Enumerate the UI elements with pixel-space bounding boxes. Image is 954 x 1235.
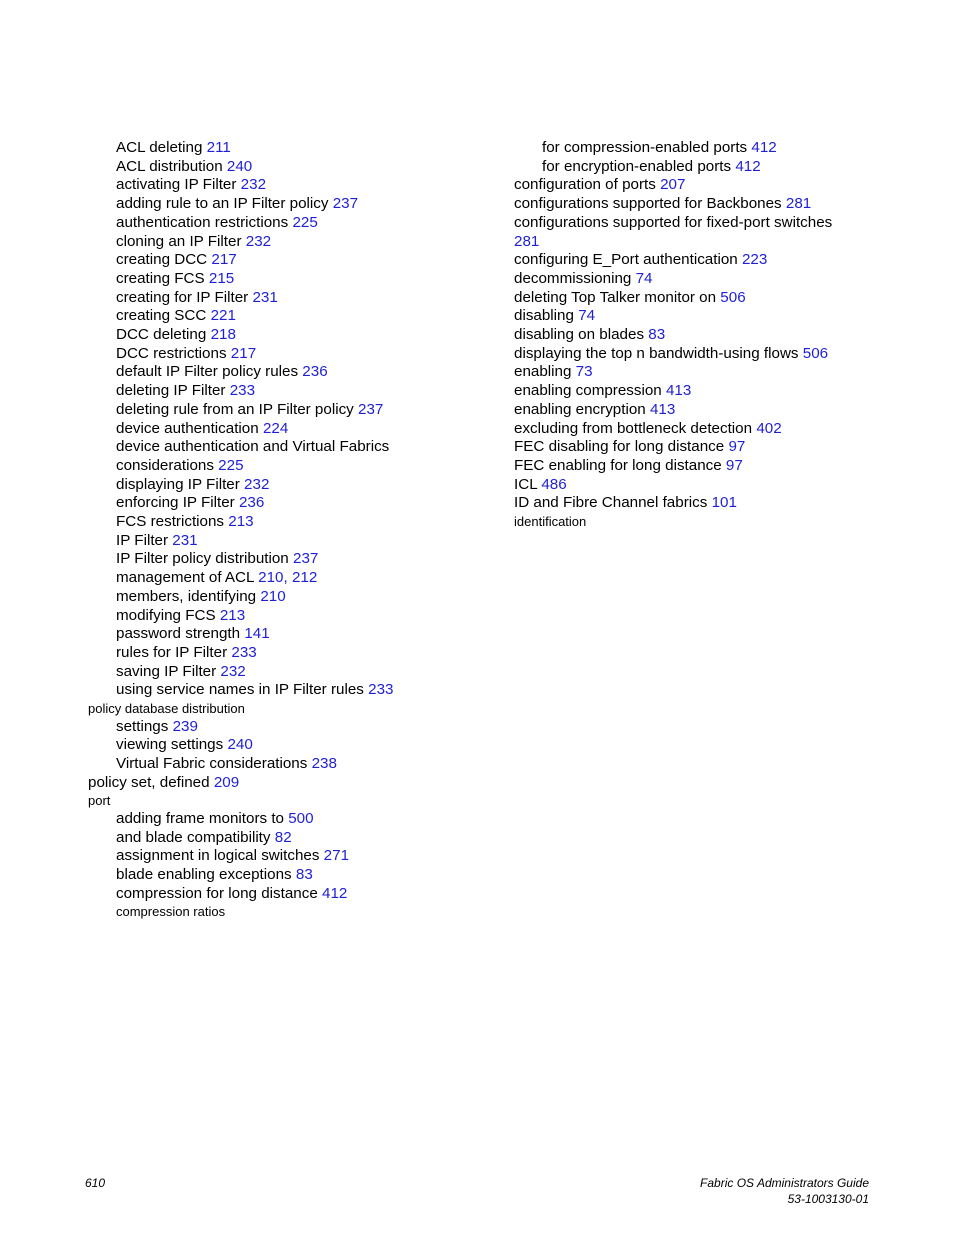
page-link[interactable]: 412: [751, 139, 777, 156]
page-link[interactable]: 224: [262, 419, 289, 437]
index-term: FEC enabling for long distance: [514, 456, 722, 474]
index-term: enabling encryption: [514, 400, 646, 418]
index-entry: [88, 289, 508, 308]
page-link[interactable]: 237: [293, 550, 319, 568]
page-link[interactable]: 82: [274, 828, 292, 846]
page-link[interactable]: 212: [291, 569, 318, 587]
page-link[interactable]: 97: [728, 438, 746, 456]
index-entry: [514, 176, 854, 195]
page-link[interactable]: 232: [244, 475, 270, 493]
page-link[interactable]: 240: [226, 157, 253, 175]
index-term: adding frame monitors to: [116, 809, 284, 827]
index-term: blade enabling exceptions: [116, 866, 292, 884]
page-link[interactable]: 97: [725, 456, 743, 474]
footer-left: [85, 1175, 105, 1191]
index-term: port: [88, 793, 111, 809]
index-term: disabling on blades: [514, 326, 645, 344]
index-entry: [514, 326, 854, 345]
index-entry: [88, 588, 508, 607]
index-entry: [514, 251, 854, 270]
index-entry: [88, 625, 508, 644]
index-entry: [88, 420, 508, 439]
index-term: ICL: [514, 475, 538, 493]
page-link[interactable]: 486: [541, 475, 567, 493]
page-link[interactable]: 506: [802, 344, 829, 362]
index-entry: [88, 139, 508, 158]
index-entry: [88, 792, 508, 810]
index-term: Virtual Fabric considerations: [116, 755, 308, 772]
index-entry: [88, 550, 508, 569]
index-term: cloning an IP Filter: [116, 232, 242, 250]
index-entry: [88, 345, 508, 364]
index-term: IP Filter: [116, 531, 169, 549]
index-entry: [88, 251, 508, 270]
index-entry: [514, 420, 854, 439]
index-entry: [88, 233, 508, 252]
index-entry: [88, 270, 508, 289]
index-entry: [88, 476, 508, 495]
index-entry: [514, 382, 854, 401]
index-entry: [88, 736, 508, 755]
index-term: settings: [116, 717, 169, 735]
index-entry: [88, 885, 508, 904]
page-link[interactable]: 83: [648, 326, 666, 344]
page-link[interactable]: 221: [210, 307, 236, 325]
index-term: members, identifying: [116, 587, 257, 605]
index-term: creating SCC: [116, 307, 207, 325]
page-link[interactable]: 281: [514, 232, 540, 250]
page-link[interactable]: 215: [208, 269, 235, 287]
page-link[interactable]: 281: [785, 195, 812, 213]
page-link[interactable]: 233: [231, 643, 257, 661]
index-entry: [88, 866, 508, 885]
index-entry: [88, 532, 508, 551]
footer-right: [700, 1175, 869, 1207]
index-term: device authentication and Virtual Fabrics: [116, 438, 390, 456]
index-term: and blade compatibility: [116, 828, 271, 846]
index-term: considerations: [116, 456, 214, 474]
page-link[interactable]: 213: [219, 606, 246, 624]
index-entry: [514, 363, 854, 382]
page-link[interactable]: 218: [210, 326, 236, 344]
index-entry: [514, 214, 854, 251]
index-column-left: [88, 139, 508, 921]
index-entry: [88, 663, 508, 682]
page-link[interactable]: 413: [665, 382, 692, 400]
index-term: configuration of ports: [514, 176, 656, 194]
index-entry: [514, 345, 854, 364]
index-term: adding rule to an IP Filter policy: [116, 195, 329, 213]
index-term: creating for IP Filter: [116, 288, 249, 306]
index-entry: [88, 363, 508, 382]
index-entry: [88, 810, 508, 829]
page-link[interactable]: 74: [578, 307, 596, 325]
index-term: displaying the top n bandwidth-using flows: [514, 344, 799, 362]
index-term: deleting rule from an IP Filter policy: [116, 400, 354, 418]
index-term: password strength: [116, 625, 241, 643]
index-entry: [514, 139, 854, 158]
page-link[interactable]: 232: [245, 232, 272, 250]
index-entry: [88, 326, 508, 345]
index-entry: [88, 829, 508, 848]
index-term: configurations supported for Backbones: [514, 195, 782, 213]
index-entry: [514, 289, 854, 308]
index-term: FCS restrictions: [116, 513, 225, 531]
index-column-right: [514, 139, 854, 531]
index-term: assignment in logical switches: [116, 847, 320, 865]
index-entry: [88, 569, 508, 588]
index-entry: [88, 457, 508, 476]
index-entry: [88, 513, 508, 532]
index-term: displaying IP Filter: [116, 475, 240, 493]
index-entry: [514, 513, 854, 531]
page-link[interactable]: 236: [302, 363, 328, 381]
index-term: activating IP Filter: [116, 176, 237, 194]
index-term: FEC disabling for long distance: [514, 438, 725, 456]
index-term: compression for long distance: [116, 884, 318, 902]
index-entry: [88, 158, 508, 177]
index-term: identification: [514, 514, 587, 530]
index-term: decommissioning: [514, 269, 632, 287]
index-term: DCC restrictions: [116, 344, 227, 362]
page-link[interactable]: 207: [660, 176, 686, 194]
page-link[interactable]: 233: [229, 382, 256, 400]
index-term: creating DCC: [116, 251, 208, 269]
index-entry: [514, 307, 854, 326]
page-link[interactable]: 101: [711, 494, 737, 512]
page-link[interactable]: 232: [240, 176, 267, 194]
index-term: deleting IP Filter: [116, 382, 226, 400]
index-term: IP Filter policy distribution: [116, 550, 289, 568]
page-link[interactable]: 413: [649, 400, 676, 418]
page-link[interactable]: 209: [213, 773, 240, 791]
index-term: device authentication: [116, 419, 259, 437]
index-entry: [88, 903, 508, 921]
index-term: DCC deleting: [116, 326, 207, 344]
index-term: ID and Fibre Channel fabrics: [514, 494, 708, 512]
index-term: disabling: [514, 307, 574, 325]
index-term: enabling compression: [514, 382, 662, 400]
index-entry: [88, 307, 508, 326]
index-term: viewing settings: [116, 736, 224, 754]
index-term: for compression-enabled ports: [542, 139, 748, 156]
index-term: policy database distribution: [88, 701, 245, 717]
guide-title: Fabric OS Administrators Guide: [700, 1176, 869, 1190]
page-link[interactable]: 236: [238, 494, 265, 512]
index-entry: [88, 494, 508, 513]
index-term: rules for IP Filter: [116, 643, 228, 661]
page-link[interactable]: 211: [206, 139, 231, 156]
page-link[interactable]: 231: [172, 531, 198, 549]
index-term: compression ratios: [116, 904, 226, 920]
page-link[interactable]: 210,: [258, 569, 288, 587]
index-entry: [88, 847, 508, 866]
page-link[interactable]: 238: [311, 755, 337, 772]
index-term: enabling: [514, 363, 572, 381]
index-term: management of ACL: [116, 569, 254, 587]
page-link[interactable]: 217: [230, 344, 257, 362]
page-link[interactable]: 225: [218, 456, 244, 474]
index-entry: [88, 214, 508, 233]
page-link[interactable]: 402: [756, 419, 782, 437]
page-link[interactable]: 412: [322, 884, 348, 902]
index-entry: [88, 176, 508, 195]
page-link[interactable]: 225: [292, 213, 318, 231]
index-entry: [88, 718, 508, 737]
index-entry: [514, 457, 854, 476]
index-term: deleting Top Talker monitor on: [514, 288, 717, 306]
index-term: ACL distribution: [116, 157, 223, 175]
page-link[interactable]: 231: [252, 288, 278, 306]
page-link[interactable]: 506: [720, 288, 746, 306]
index-term: excluding from bottleneck detection: [514, 419, 753, 437]
index-entry: [88, 401, 508, 420]
index-term: configurations supported for fixed-port switches: [514, 213, 833, 231]
index-entry: [514, 438, 854, 457]
page-link[interactable]: 240: [227, 736, 253, 754]
index-entry: [514, 476, 854, 495]
index-term: ACL deleting: [116, 139, 203, 156]
index-term: configuring E_Port authentication: [514, 251, 738, 269]
page-number: 610: [85, 1176, 106, 1190]
page-link[interactable]: 237: [358, 400, 384, 418]
index-entry: [88, 195, 508, 214]
index-term: saving IP Filter: [116, 662, 217, 680]
index-entry: [88, 681, 508, 700]
page-link[interactable]: 83: [295, 866, 313, 884]
page-link[interactable]: 217: [211, 251, 237, 269]
index-entry: [514, 494, 854, 513]
page-link[interactable]: 412: [735, 157, 761, 175]
index-term: default IP Filter policy rules: [116, 363, 299, 381]
page-link[interactable]: 233: [368, 681, 394, 699]
page-link[interactable]: 223: [741, 251, 768, 269]
page-link[interactable]: 500: [288, 809, 314, 827]
index-term: using service names in IP Filter rules: [116, 681, 364, 699]
index-entry: [88, 700, 508, 718]
index-term: for encryption-enabled ports: [542, 157, 732, 175]
page-link[interactable]: 141: [244, 625, 270, 643]
index-entry: [88, 644, 508, 663]
index-term: policy set, defined: [88, 773, 210, 791]
index-term: creating FCS: [116, 269, 205, 287]
index-entry: [88, 774, 508, 793]
index-entry: [88, 755, 508, 774]
index-term: modifying FCS: [116, 606, 216, 624]
page-link[interactable]: 210: [260, 587, 286, 605]
index-entry: [88, 438, 508, 457]
doc-number: 53-1003130-01: [787, 1192, 869, 1206]
page-link[interactable]: 237: [332, 195, 359, 213]
page-link[interactable]: 232: [220, 662, 246, 680]
index-entry: [514, 195, 854, 214]
index-entry: [514, 158, 854, 177]
index-entry: [88, 382, 508, 401]
index-entry: [514, 401, 854, 420]
index-entry: [88, 607, 508, 626]
page-link[interactable]: 73: [575, 363, 593, 381]
page-link[interactable]: 239: [172, 717, 198, 735]
index-entry: [514, 270, 854, 289]
page-link[interactable]: 271: [323, 847, 350, 865]
page-link[interactable]: 213: [228, 513, 254, 531]
page-link[interactable]: 74: [635, 269, 653, 287]
index-term: enforcing IP Filter: [116, 494, 235, 512]
index-term: authentication restrictions: [116, 213, 289, 231]
